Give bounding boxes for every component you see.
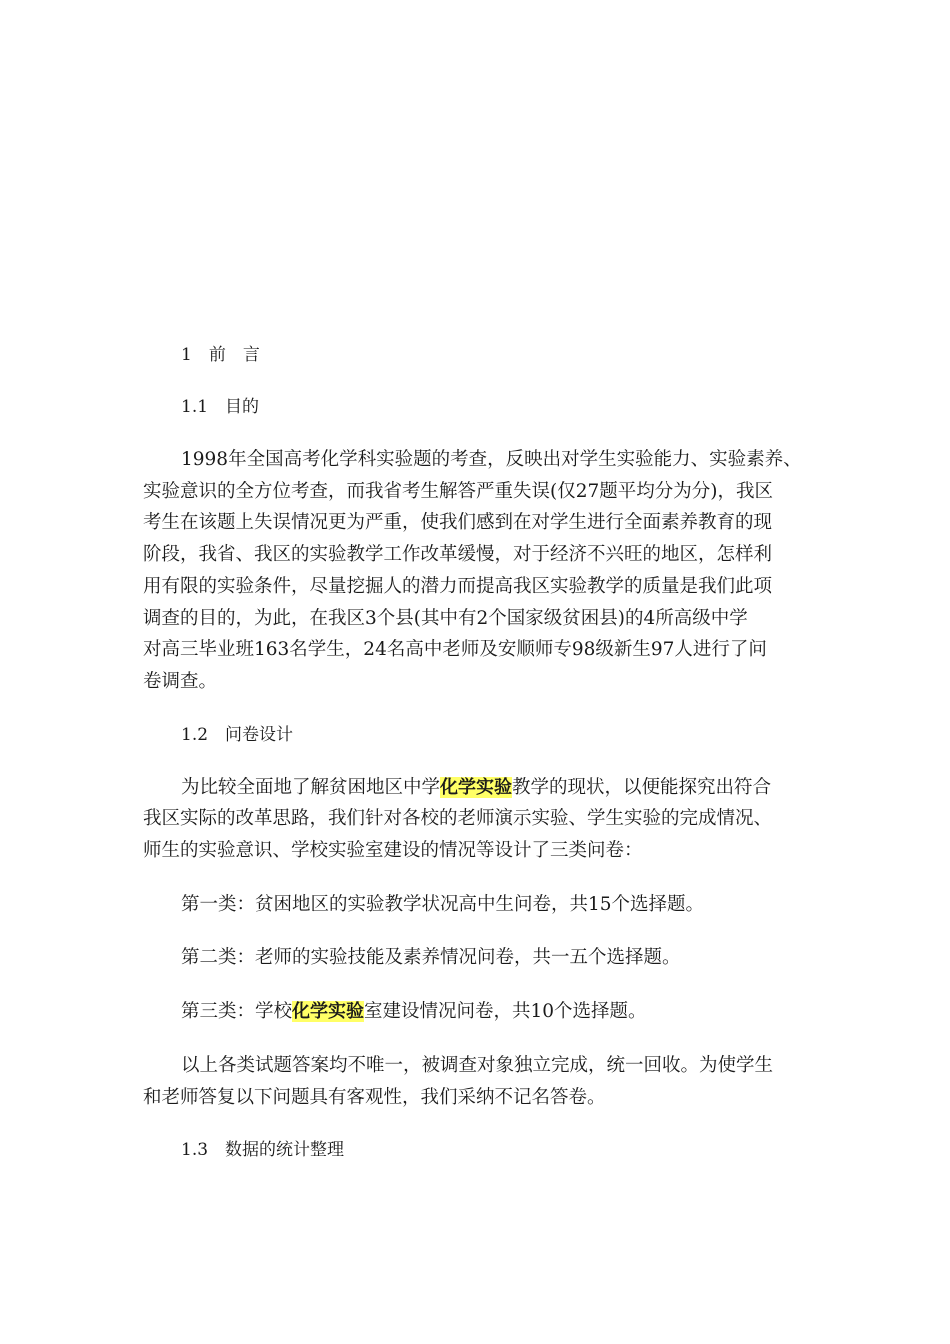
text-segment: 教学的现状，以便能探究出符合 — [512, 776, 772, 798]
document-body — [143, 340, 823, 1187]
paragraph-line: 卷调查。 — [143, 670, 218, 692]
text-segment: 室建设情况问卷，共10个选择题。 — [364, 1001, 647, 1023]
paragraph-line: 和老师答复以下问题具有客观性，我们采纳不记名答卷。 — [143, 1086, 606, 1108]
paragraph-line: 1998年全国高考化学科实验题的考查，反映出对学生实验能力、实验素养、 — [181, 449, 802, 470]
paragraph-questionnaire-design — [143, 772, 823, 867]
highlighted-keyword: 化学实验 — [440, 776, 513, 798]
section-heading-preface: 1 前 言 — [181, 345, 260, 365]
section-heading-data-statistics: 1.3 数据的统计整理 — [181, 1140, 345, 1161]
paragraph-line: 用有限的实验条件，尽量挖掘人的潜力而提高我区实验教学的质量是我们此项 — [143, 575, 773, 597]
section-heading-purpose: 1.1 目的 — [181, 397, 260, 417]
section-heading-questionnaire-design: 1.2 问卷设计 — [181, 724, 294, 745]
paragraph-line: 对高三毕业班163名学生，24名高中老师及安顺师专98级新生97人进行了问 — [143, 639, 767, 661]
paragraph-closing — [143, 1050, 823, 1113]
paragraph-line: 阶段，我省、我区的实验教学工作改革缓慢，对于经济不兴旺的地区，怎样利 — [143, 544, 773, 566]
paragraph-line: 调查的目的，为此，在我区3个县(其中有2个国家级贫困县)的4所高级中学 — [143, 607, 748, 629]
questionnaire-type-2: 第二类：老师的实验技能及素养情况问卷，共一五个选择题。 — [181, 947, 681, 969]
paragraph-line — [143, 772, 823, 804]
paragraph-line: 以上各类试题答案均不唯一，被调查对象独立完成，统一回收。为使学生 — [181, 1054, 774, 1076]
paragraph-line: 师生的实验意识、学校实验室建设的情况等设计了三类问卷： — [143, 840, 643, 862]
text-segment: 第三类：学校 — [181, 1001, 293, 1023]
questionnaire-type-3 — [143, 996, 823, 1028]
text-segment: 为比较全面地了解贫困地区中学 — [181, 776, 441, 798]
paragraph-line: 我区实际的改革思路，我们针对各校的老师演示实验、学生实验的完成情况、 — [143, 808, 773, 830]
paragraph-purpose — [143, 444, 823, 698]
paragraph-line: 考生在该题上失误情况更为严重，使我们感到在对学生进行全面素养教育的现 — [143, 512, 773, 534]
paragraph-line: 实验意识的全方位考查，而我省考生解答严重失误(仅27题平均分为分)，我区 — [143, 480, 773, 502]
highlighted-keyword: 化学实验 — [292, 1001, 365, 1023]
questionnaire-type-1: 第一类：贫困地区的实验教学状况高中生问卷，共15个选择题。 — [181, 893, 705, 915]
